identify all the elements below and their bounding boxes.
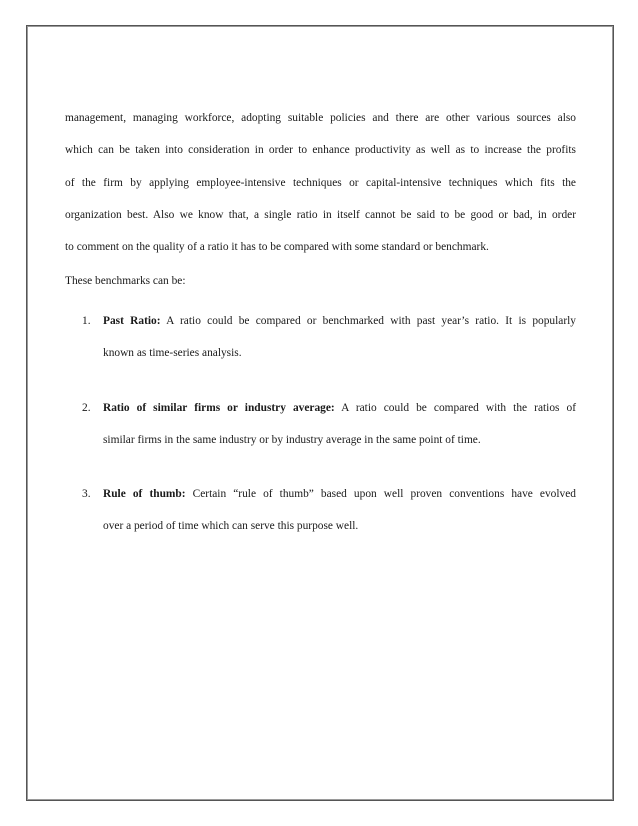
list-number: 2.: [82, 402, 91, 414]
benchmark-text: A ratio could be compared or benchmarked with past year’s ratio. It is popularly: [166, 315, 576, 327]
benchmark-line-2: over a period of time which can serve this purpose well.: [103, 520, 359, 532]
body-line-3: of the firm by applying employee-intensive techniques or capital-intensive techniques which fits the: [65, 177, 576, 189]
body-line-1: management, managing workforce, adopting suitable policies and there are other various sources also: [65, 112, 576, 124]
body-line-5: to comment on the quality of a ratio it has to be compared with some standard or benchmark.: [65, 241, 489, 253]
benchmark-line-1: [103, 402, 576, 414]
benchmark-text: A ratio could be compared with the ratios of: [341, 402, 577, 414]
benchmark-title: Ratio of similar firms or industry average:: [103, 402, 335, 414]
benchmark-title: Past Ratio:: [103, 315, 161, 327]
benchmarks-intro: These benchmarks can be:: [65, 275, 186, 287]
list-number: 1.: [82, 315, 91, 327]
benchmark-line-2: similar firms in the same industry or by industry average in the same point of time.: [103, 434, 481, 446]
benchmark-title: Rule of thumb:: [103, 488, 186, 500]
benchmark-text: Certain “rule of thumb” based upon well proven conventions have evolved: [192, 488, 576, 500]
body-line-4: organization best. Also we know that, a single ratio in itself cannot be said to be good or bad, in order: [65, 209, 576, 221]
benchmark-line-1: [103, 488, 576, 500]
list-number: 3.: [82, 488, 91, 500]
benchmark-line-1: [103, 315, 576, 327]
body-line-2: which can be taken into consideration in order to enhance productivity as well as to increase the profits: [65, 144, 576, 156]
benchmark-line-2: known as time-series analysis.: [103, 347, 242, 359]
